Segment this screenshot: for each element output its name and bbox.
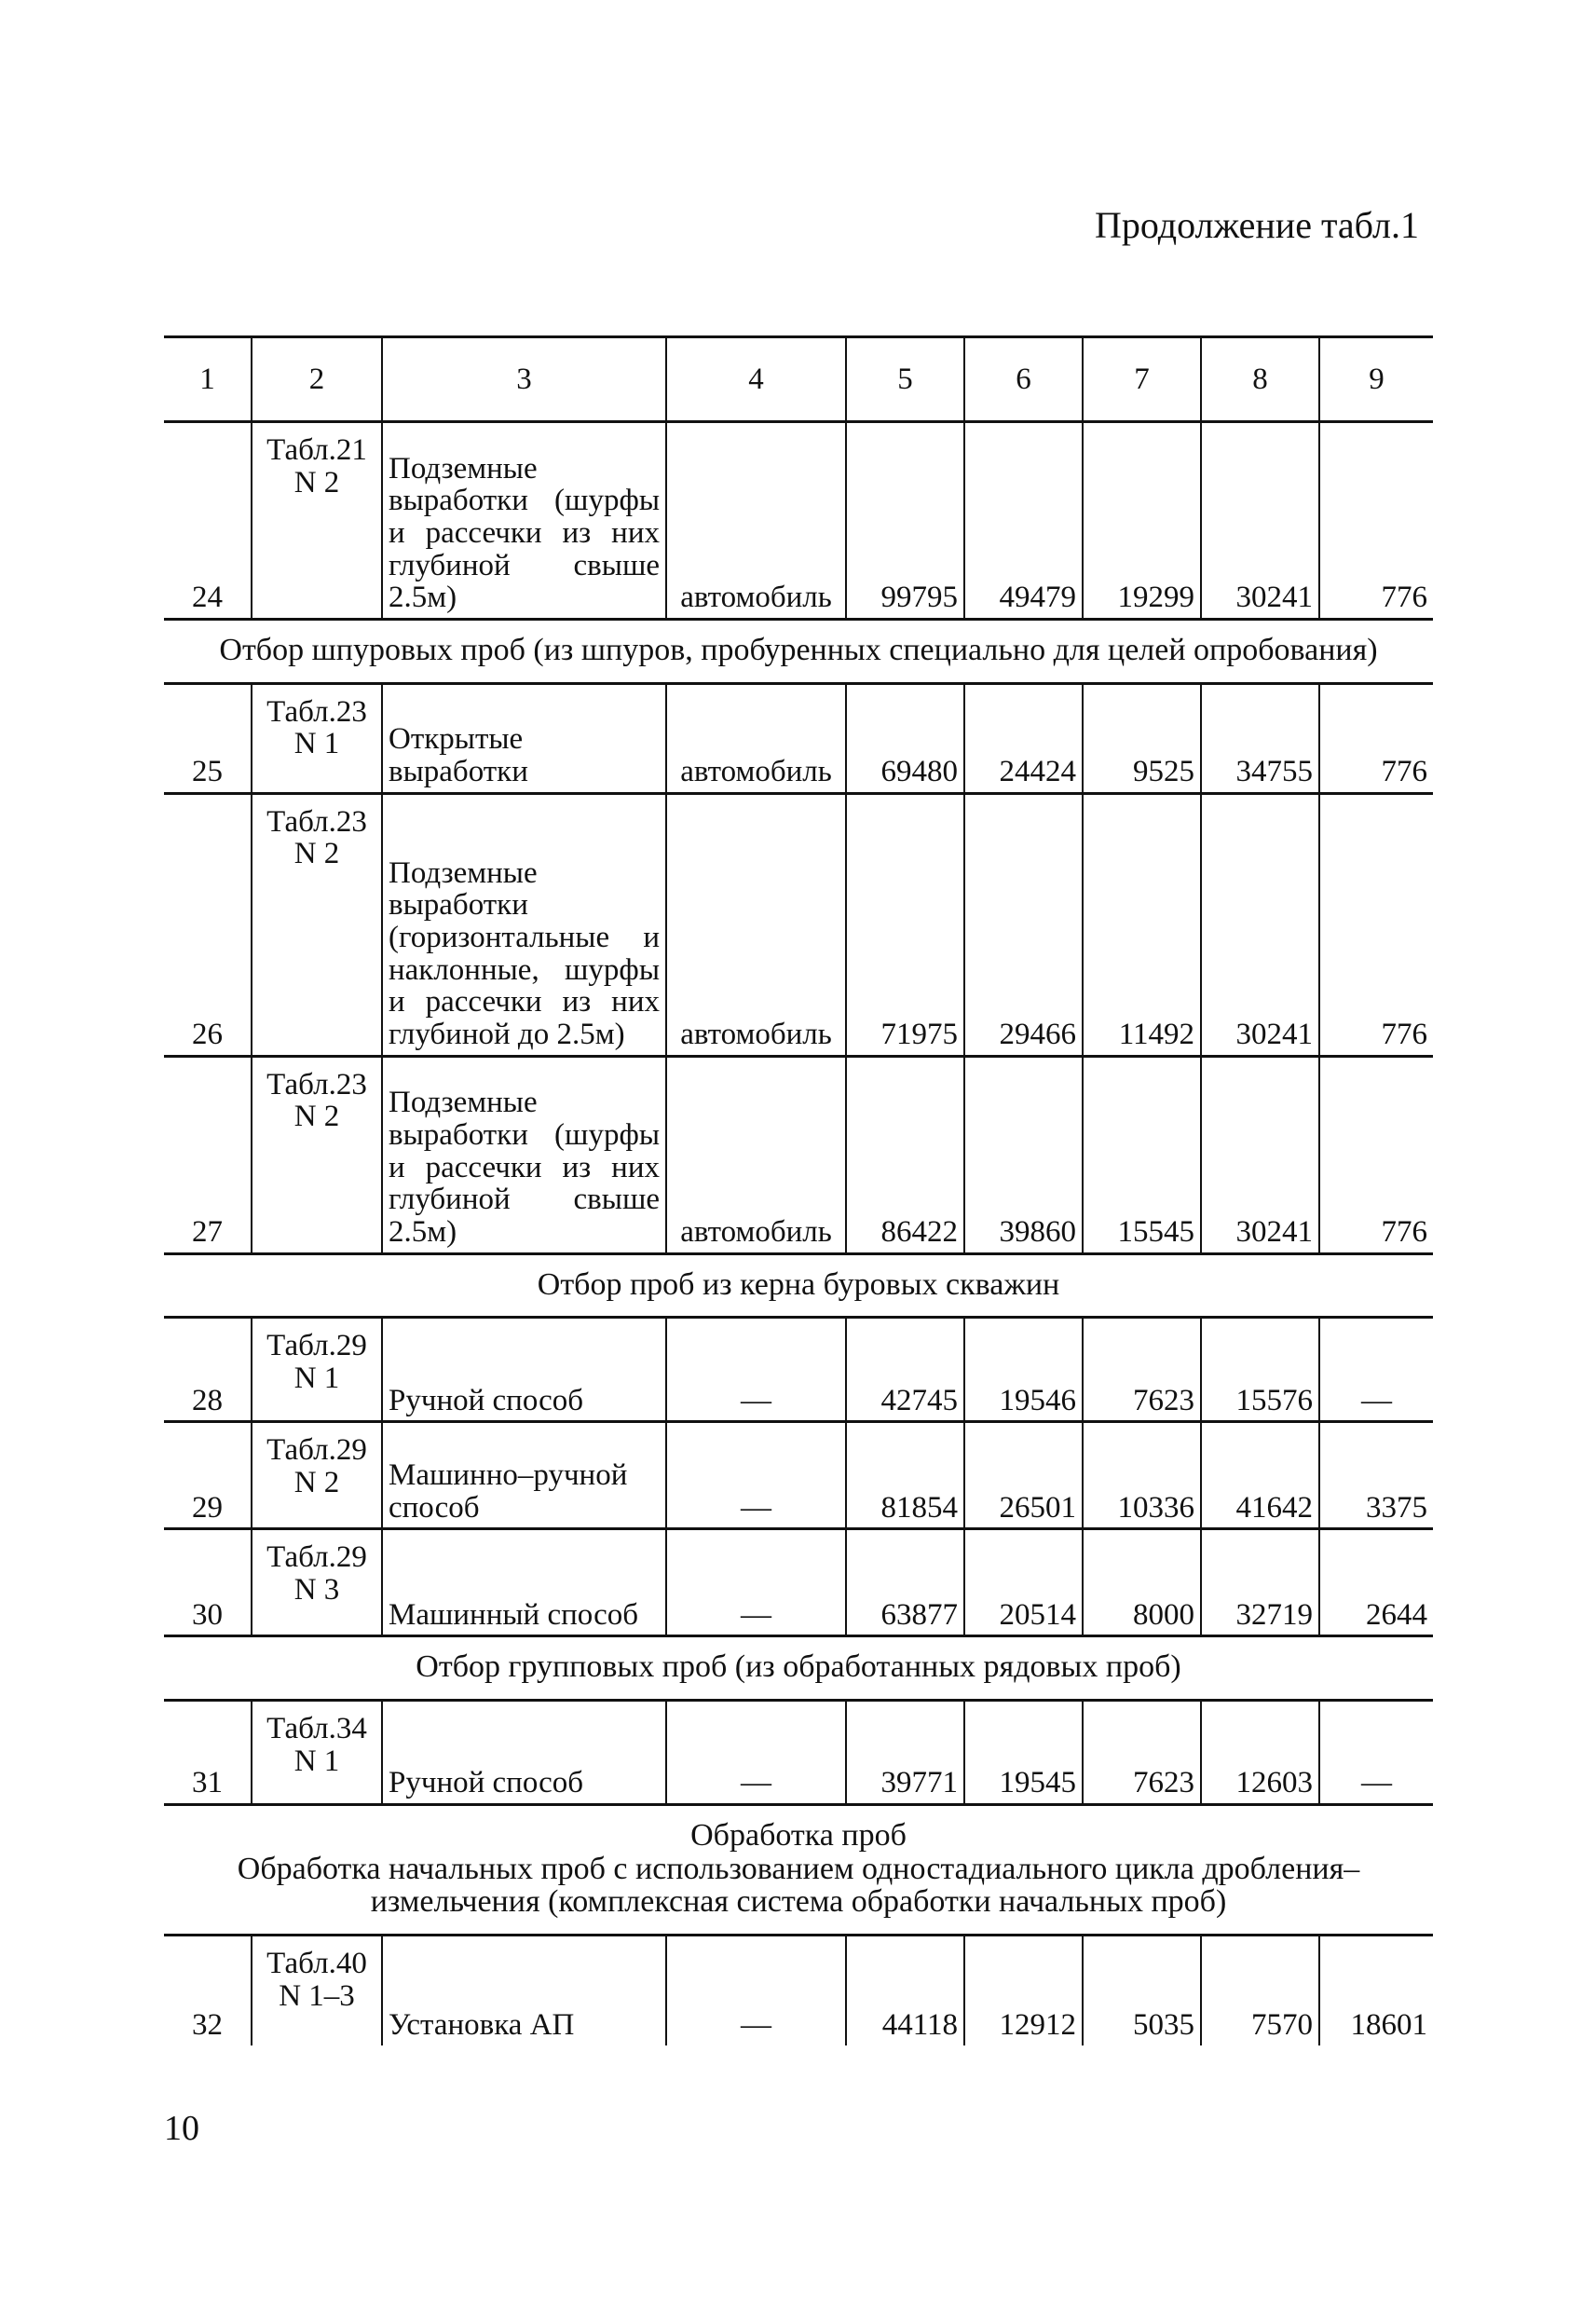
value-col-7: 7623 <box>1083 1318 1201 1422</box>
table-row <box>164 1701 1433 1805</box>
transport-type: — <box>666 1422 846 1529</box>
cost-table <box>164 335 1433 2045</box>
row-number: 30 <box>164 1529 252 1636</box>
table-row <box>164 1529 1433 1636</box>
value-col-6: 24424 <box>964 683 1083 793</box>
value-col-9: 776 <box>1319 422 1433 620</box>
table-reference: Табл.29 N 3 <box>252 1529 382 1636</box>
value-col-7: 11492 <box>1083 793 1201 1056</box>
value-col-9: — <box>1319 1318 1433 1422</box>
section-subheading: Обработка начальных проб с использованием одностадиального цикла дробления–измельчения (комплексная система обработки начальных проб) <box>237 1851 1360 1920</box>
column-header: 9 <box>1319 337 1433 422</box>
row-number: 28 <box>164 1318 252 1422</box>
work-description: Установка АП <box>382 1936 666 2045</box>
value-col-7: 7623 <box>1083 1701 1201 1805</box>
column-header: 4 <box>666 337 846 422</box>
section-heading: Отбор проб из керна буровых скважин <box>164 1253 1433 1318</box>
value-col-7: 5035 <box>1083 1936 1201 2045</box>
row-number: 25 <box>164 683 252 793</box>
transport-type: автомобиль <box>666 683 846 793</box>
table-reference: Табл.21 N 2 <box>252 422 382 620</box>
column-header: 7 <box>1083 337 1201 422</box>
value-col-5: 71975 <box>846 793 964 1056</box>
section-heading-row <box>164 1805 1433 1936</box>
row-number: 24 <box>164 422 252 620</box>
value-col-6: 39860 <box>964 1056 1083 1253</box>
section-heading-row <box>164 1253 1433 1318</box>
table-row <box>164 1422 1433 1529</box>
transport-type: — <box>666 1936 846 2045</box>
value-col-9: — <box>1319 1701 1433 1805</box>
work-description: Подземные выработки (горизонтальные и наклонные, шурфы и рассечки из них глубиной до 2.5м) <box>382 793 666 1056</box>
value-col-8: 34755 <box>1201 683 1319 793</box>
continuation-label: Продолжение табл.1 <box>1095 204 1419 246</box>
table-reference: Табл.29 N 1 <box>252 1318 382 1422</box>
work-description: Машинный способ <box>382 1529 666 1636</box>
transport-type: — <box>666 1529 846 1636</box>
value-col-5: 99795 <box>846 422 964 620</box>
value-col-6: 19546 <box>964 1318 1083 1422</box>
value-col-7: 10336 <box>1083 1422 1201 1529</box>
value-col-5: 63877 <box>846 1529 964 1636</box>
value-col-8: 7570 <box>1201 1936 1319 2045</box>
value-col-5: 86422 <box>846 1056 964 1253</box>
value-col-8: 41642 <box>1201 1422 1319 1529</box>
row-number: 31 <box>164 1701 252 1805</box>
transport-type: — <box>666 1701 846 1805</box>
table-reference: Табл.29 N 2 <box>252 1422 382 1529</box>
value-col-7: 8000 <box>1083 1529 1201 1636</box>
work-description: Открытые выработки <box>382 683 666 793</box>
column-header: 5 <box>846 337 964 422</box>
work-description: Подземные выработки (шурфы и рассечки из них глубиной свыше 2.5м) <box>382 422 666 620</box>
column-header: 3 <box>382 337 666 422</box>
value-col-7: 19299 <box>1083 422 1201 620</box>
value-col-9: 2644 <box>1319 1529 1433 1636</box>
section-heading: Обработка проб <box>690 1818 907 1854</box>
value-col-9: 776 <box>1319 793 1433 1056</box>
value-col-8: 30241 <box>1201 422 1319 620</box>
work-description: Подземные выработки (шурфы и рассечки из них глубиной свыше 2.5м) <box>382 1056 666 1253</box>
column-header: 8 <box>1201 337 1319 422</box>
work-description: Ручной способ <box>382 1318 666 1422</box>
value-col-5: 42745 <box>846 1318 964 1422</box>
value-col-6: 26501 <box>964 1422 1083 1529</box>
column-header: 1 <box>164 337 252 422</box>
work-description: Машинно–ручной способ <box>382 1422 666 1529</box>
table-row <box>164 793 1433 1056</box>
value-col-5: 69480 <box>846 683 964 793</box>
table-row <box>164 1056 1433 1253</box>
value-col-6: 12912 <box>964 1936 1083 2045</box>
section-heading: Отбор групповых проб (из обработанных рядовых проб) <box>164 1636 1433 1701</box>
transport-type: автомобиль <box>666 793 846 1056</box>
value-col-8: 15576 <box>1201 1318 1319 1422</box>
table-row <box>164 1936 1433 2045</box>
value-col-8: 30241 <box>1201 793 1319 1056</box>
transport-type: автомобиль <box>666 422 846 620</box>
value-col-6: 19545 <box>964 1701 1083 1805</box>
table-row <box>164 683 1433 793</box>
section-heading-block <box>164 1805 1433 1936</box>
section-heading: Отбор шпуровых проб (из шпуров, пробуренных специально для целей опробования) <box>164 620 1433 684</box>
value-col-5: 81854 <box>846 1422 964 1529</box>
value-col-6: 20514 <box>964 1529 1083 1636</box>
row-number: 26 <box>164 793 252 1056</box>
value-col-6: 49479 <box>964 422 1083 620</box>
table-reference: Табл.23 N 2 <box>252 1056 382 1253</box>
value-col-9: 3375 <box>1319 1422 1433 1529</box>
value-col-9: 18601 <box>1319 1936 1433 2045</box>
table-reference: Табл.23 N 2 <box>252 793 382 1056</box>
value-col-9: 776 <box>1319 1056 1433 1253</box>
value-col-7: 9525 <box>1083 683 1201 793</box>
row-number: 29 <box>164 1422 252 1529</box>
table-reference: Табл.40 N 1–3 <box>252 1936 382 2045</box>
table-reference: Табл.23 N 1 <box>252 683 382 793</box>
transport-type: — <box>666 1318 846 1422</box>
section-heading-row <box>164 620 1433 684</box>
value-col-5: 44118 <box>846 1936 964 2045</box>
value-col-9: 776 <box>1319 683 1433 793</box>
transport-type: автомобиль <box>666 1056 846 1253</box>
table-row <box>164 1318 1433 1422</box>
page-number: 10 <box>164 2109 199 2148</box>
column-header: 2 <box>252 337 382 422</box>
value-col-5: 39771 <box>846 1701 964 1805</box>
row-number: 27 <box>164 1056 252 1253</box>
work-description: Ручной способ <box>382 1701 666 1805</box>
value-col-7: 15545 <box>1083 1056 1201 1253</box>
column-number-row <box>164 337 1433 422</box>
value-col-6: 29466 <box>964 793 1083 1056</box>
section-heading-row <box>164 1636 1433 1701</box>
row-number: 32 <box>192 2007 223 2042</box>
table-reference: Табл.34 N 1 <box>252 1701 382 1805</box>
column-header: 6 <box>964 337 1083 422</box>
value-col-8: 30241 <box>1201 1056 1319 1253</box>
value-col-8: 12603 <box>1201 1701 1319 1805</box>
table-row <box>164 422 1433 620</box>
value-col-8: 32719 <box>1201 1529 1319 1636</box>
